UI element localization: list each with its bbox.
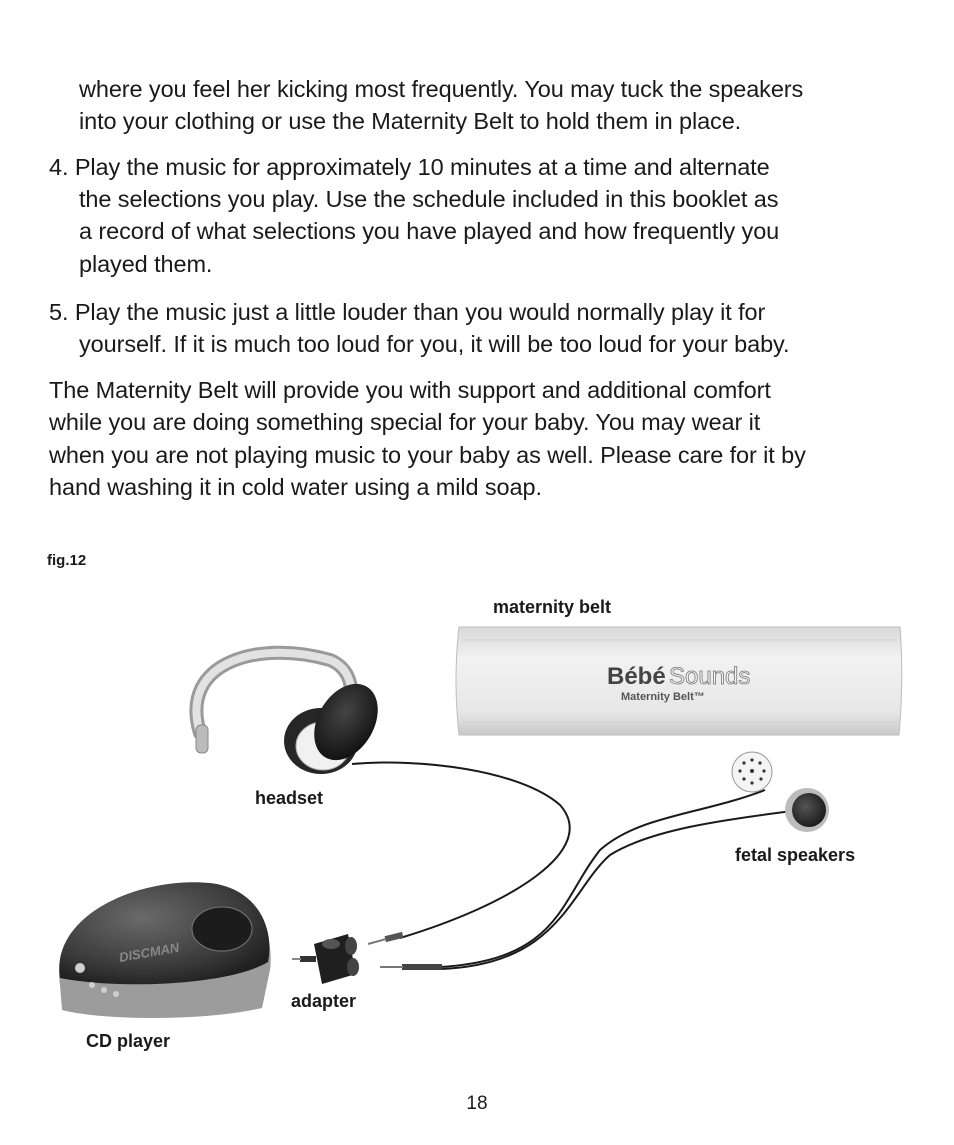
belt-logo-subtitle: Maternity Belt™: [621, 691, 705, 703]
figure-number: fig.12: [47, 552, 87, 569]
label-cd-player: CD player: [86, 1031, 171, 1051]
label-maternity-belt: maternity belt: [493, 597, 612, 617]
cd-player-image: [59, 882, 271, 1018]
paragraph-continuation-line-1: where you feel her kicking most frequently. You may tuck the speakers: [79, 76, 804, 102]
maternity-belt-image: [456, 627, 902, 735]
step-4-line-1: 4. Play the music for approximately 10 minutes at a time and alternate: [49, 154, 770, 180]
label-headset: headset: [255, 788, 324, 808]
cd-brand-text: DISCMAN: [117, 939, 181, 965]
step-4-line-4: played them.: [79, 251, 213, 277]
label-fetal-speakers: fetal speakers: [735, 845, 856, 865]
paragraph-continuation-line-2: into your clothing or use the Maternity Belt to hold them in place.: [79, 108, 742, 134]
cables: [352, 763, 800, 969]
headset-image: [196, 653, 391, 774]
belt-paragraph-line-2: while you are doing something special for your baby. You may wear it: [49, 409, 761, 435]
adapter-image: [292, 934, 359, 984]
page-number: 18: [466, 1093, 488, 1114]
step-4-line-3: a record of what selections you have played and how frequently you: [79, 218, 780, 244]
fetal-speakers-image: [732, 752, 829, 832]
label-adapter: adapter: [291, 991, 357, 1011]
belt-logo-bebe: Bébé: [607, 663, 666, 690]
step-5-line-2: yourself. If it is much too loud for you, it will be too loud for your baby.: [79, 331, 790, 357]
plugs: [368, 932, 442, 970]
step-5-line-1: 5. Play the music just a little louder than you would normally play it for: [49, 299, 766, 325]
belt-paragraph-line-3: when you are not playing music to your baby as well. Please care for it by: [49, 442, 806, 468]
belt-logo-sounds: Sounds: [669, 663, 751, 690]
belt-paragraph-line-4: hand washing it in cold water using a mild soap.: [49, 474, 542, 500]
belt-paragraph-line-1: The Maternity Belt will provide you with support and additional comfort: [49, 377, 771, 403]
step-4-line-2: the selections you play. Use the schedule included in this booklet as: [79, 186, 779, 212]
